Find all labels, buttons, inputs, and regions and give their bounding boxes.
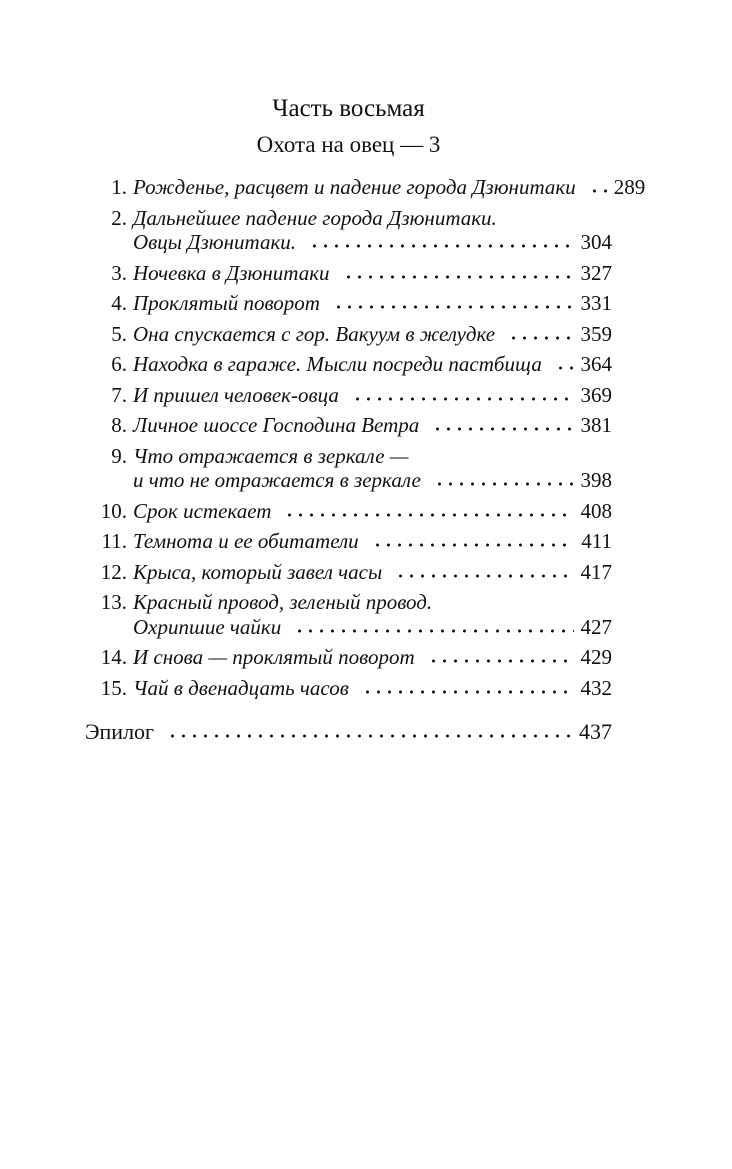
page-number: 411 <box>581 529 612 554</box>
chapter-number: 8. <box>111 413 127 438</box>
dot-leader <box>555 366 574 370</box>
toc-entry <box>85 675 612 700</box>
dot-leader <box>284 513 573 517</box>
toc-entry-line <box>85 590 612 615</box>
chapter-number: 7. <box>111 382 127 407</box>
dot-leader <box>434 482 574 486</box>
toc-entry-line <box>85 260 612 285</box>
page-number: 432 <box>580 675 612 700</box>
page-number: 289 <box>613 175 646 200</box>
book-title: Охота на овец — 3 <box>256 132 441 157</box>
toc-entry-line <box>85 675 612 700</box>
toc-content <box>85 94 646 745</box>
toc-entry <box>85 260 612 285</box>
chapter-number: 1. <box>111 175 127 200</box>
chapter-number: 12. <box>100 559 127 584</box>
chapter-title: Проклятый поворот <box>133 291 320 316</box>
dot-leader <box>372 543 575 547</box>
page-number: 427 <box>580 614 612 639</box>
page-number: 408 <box>580 498 612 523</box>
chapter-title: Срок истекает <box>133 498 272 523</box>
epilogue-label: Эпилог <box>85 719 155 745</box>
toc-entry <box>85 175 646 200</box>
chapter-number: 10. <box>100 498 127 523</box>
toc-entry-line <box>85 321 612 346</box>
chapter-number: 4. <box>111 291 127 316</box>
toc-entry-line <box>85 498 612 523</box>
page-number: 364 <box>580 352 612 377</box>
page-number: 381 <box>580 413 612 438</box>
toc-entry-line <box>85 468 612 493</box>
toc-entry <box>85 321 612 346</box>
toc-entry-line <box>85 443 612 468</box>
dot-leader <box>432 427 573 431</box>
dot-leader <box>333 305 574 309</box>
page-number: 417 <box>580 559 612 584</box>
chapter-number: 6. <box>111 352 127 377</box>
chapter-title: Находка в гараже. Мысли посреди пастбища <box>133 352 542 377</box>
chapter-title: Крыса, который завел часы <box>133 559 383 584</box>
chapter-number: 11. <box>101 529 127 554</box>
chapter-number: 13. <box>100 590 127 615</box>
chapter-title: И снова — проклятый поворот <box>133 645 415 670</box>
toc-entry-line <box>85 645 612 670</box>
dot-leader <box>395 574 573 578</box>
toc-entry <box>85 645 612 670</box>
dot-leader <box>589 189 607 193</box>
toc-entry <box>85 559 612 584</box>
toc-entry-line <box>85 205 612 230</box>
page-number: 429 <box>580 645 612 670</box>
page-number: 359 <box>580 321 612 346</box>
toc-entry <box>85 590 612 639</box>
toc-entry-line <box>85 382 612 407</box>
chapter-number: 3. <box>111 260 127 285</box>
part-title: Часть восьмая <box>272 95 425 122</box>
chapter-title: Она спускается с гор. Вакуум в желудке <box>133 321 496 346</box>
chapter-title: Дальнейшее падение города Дзюнитаки. <box>133 205 497 230</box>
toc-entry <box>85 498 612 523</box>
chapter-title: Красный провод, зеленый провод. <box>133 590 433 615</box>
toc-entry-line <box>85 559 612 584</box>
toc-entry-line <box>85 352 612 377</box>
chapter-number: 15. <box>100 675 127 700</box>
chapter-number: 2. <box>111 205 127 230</box>
chapter-number: 14. <box>100 645 127 670</box>
chapter-title: Рожденье, расцвет и падение города Дзюнитаки <box>133 175 576 200</box>
page-number: 331 <box>580 291 612 316</box>
toc-list <box>85 175 646 700</box>
chapter-title: Темнота и ее обитатели <box>133 529 359 554</box>
toc-entry <box>85 382 612 407</box>
dot-leader <box>428 659 574 663</box>
chapter-title: Личное шоссе Господина Ветра <box>133 413 420 438</box>
toc-entry-line <box>85 175 646 200</box>
epilogue-row <box>85 720 612 745</box>
chapter-title: И пришел человек-овца <box>133 382 339 407</box>
toc-entry <box>85 205 612 254</box>
chapter-title: и что не отражается в зеркале <box>133 468 421 493</box>
dot-leader <box>309 244 573 248</box>
chapter-title: Ночевка в Дзюнитаки <box>133 260 330 285</box>
dot-leader <box>167 734 572 738</box>
dot-leader <box>508 336 573 340</box>
chapter-number: 5. <box>111 321 127 346</box>
page-number: 369 <box>580 382 612 407</box>
toc-entry <box>85 529 612 554</box>
toc-entry-line <box>85 413 612 438</box>
chapter-number: 9. <box>111 443 127 468</box>
chapter-title: Овцы Дзюнитаки. <box>133 230 297 255</box>
toc-entry <box>85 443 612 492</box>
page-number: 304 <box>580 230 612 255</box>
toc-entry-line <box>85 230 612 255</box>
dot-leader <box>343 275 574 279</box>
chapter-title: Охрипшие чайки <box>133 614 282 639</box>
dot-leader <box>352 397 574 401</box>
toc-entry-line <box>85 529 612 554</box>
toc-entry <box>85 352 612 377</box>
chapter-title: Чай в двенадцать часов <box>133 675 349 700</box>
toc-entry-line <box>85 614 612 639</box>
toc-entry-line <box>85 291 612 316</box>
dot-leader <box>362 690 574 694</box>
chapter-title: Что отражается в зеркале — <box>133 443 409 468</box>
page-number: 327 <box>580 260 612 285</box>
toc-entry <box>85 413 612 438</box>
page-number: 398 <box>580 468 612 493</box>
toc-entry <box>85 291 612 316</box>
dot-leader <box>294 629 573 633</box>
page-number: 437 <box>579 719 612 745</box>
